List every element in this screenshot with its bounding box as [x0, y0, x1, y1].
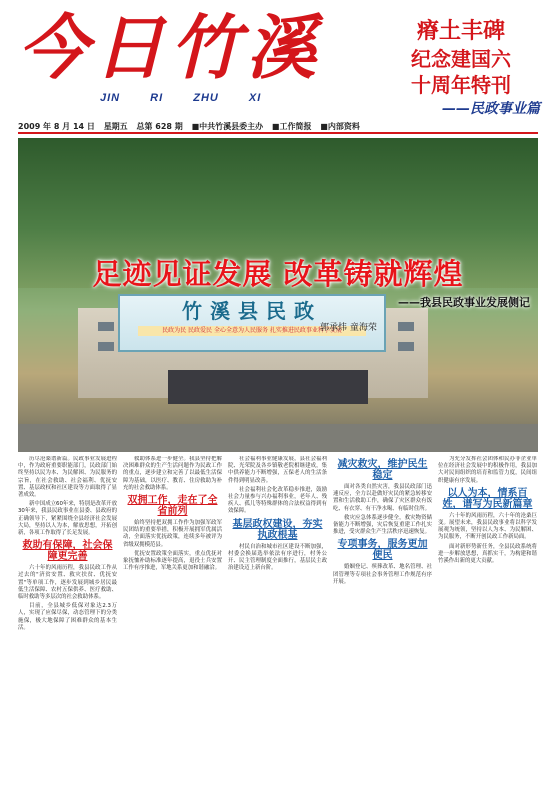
- issue-circulation: ■内部资料: [320, 122, 360, 131]
- sign-title: 竹溪县民政: [182, 299, 322, 323]
- issue-date: 2009 年 8 月 14 日: [18, 122, 95, 131]
- special-line-1: 瘠土丰碑: [416, 19, 505, 44]
- special-line-3: 十周年特刊: [411, 73, 511, 97]
- article-paragraph: 始终坚持把双拥工作作为加强军政军民团结的重要举措，积极开展拥军优属活动，全面落实优抚政策，连续多年被评为省级双拥模范县。: [123, 520, 222, 548]
- main-headline: 足迹见证发展 改革铸就辉煌: [92, 257, 464, 291]
- section-heading: 以人为本，情系百姓，谱写为民新篇章: [442, 487, 533, 510]
- special-issue-title: [378, 18, 544, 120]
- article-paragraph: 六十年的风雨历程，我县民政工作从过去的"济贫安置、救灾扶贫、优抚安置"等单项工作，逐步发展到城乡居民最低生活保障、农村五保供养、医疗救助、临时救助等多层次的社会救助体系。: [18, 565, 117, 601]
- article-paragraph: 优抚安置政策全面落实，重点优抚对象抚恤补助标准逐年提高，退役士兵安置工作有序推进，军地关系更加和谐融洽。: [123, 550, 222, 572]
- article-column-3: [228, 456, 327, 788]
- issue-info-bar: [18, 121, 538, 132]
- article-paragraph: 新中国成立60年来，特别是改革开放30年来，我县民政事业在县委、县政府的正确领导下，紧紧围绕全县经济社会发展大局，坚持以人为本，解放思想，开拓创新，各项工作取得了长足发展。: [18, 501, 117, 537]
- special-line-2: 纪念建国六: [411, 47, 511, 71]
- newspaper-logo: 今日竹溪: [18, 6, 322, 89]
- article-paragraph: 六十年的风雨历程，六十年的沧桑巨变。展望未来，我县民政事业将以科学发展观为统领，坚持以人为本、为民解困、为民服务，不断开创民政工作新局面。: [438, 512, 537, 541]
- special-line-4: ——民政事业篇: [442, 101, 540, 117]
- section-heading: 专项事务，服务更加便民: [337, 539, 428, 562]
- article-paragraph: 社会福利社会化改革稳步推进，鼓励社会力量参与兴办福利事业，老年人、残疾人、孤儿等特殊群体的合法权益得到有效保障。: [228, 486, 327, 515]
- article-paragraph: 村民自治和城市社区建设不断加强，村委会换届选举依法有序进行，村务公开、民主管理制度全面推行，基层民主政治建设迈上新台阶。: [228, 543, 327, 572]
- article-column-1: [18, 456, 117, 788]
- issue-type: ■工作简报: [271, 122, 312, 131]
- article-paragraph: 面对各类自然灾害，我县民政部门迅速反应，全力以赴做好灾民的紧急转移安置和生活救助工作，确保了灾区群众有饭吃、有衣穿、有干净水喝、有临时住所。: [333, 484, 432, 512]
- article-body: [18, 456, 538, 788]
- article-column-5: [438, 456, 537, 788]
- masthead: [0, 0, 550, 118]
- photo-road: [18, 424, 538, 452]
- article-paragraph: 面对新形势新任务，全县民政系统将进一步解放思想，真抓实干，为构建和谐竹溪作出新的更大贡献。: [438, 543, 537, 565]
- article-paragraph: 历尽沧桑谱新篇。民政事业发展进程中，作为政府重要职能部门，民政部门始终坚持以民为本、为民解困、为民服务的宗旨，在社会救助、社会福利、优抚安置、基层政权和社区建设等方面取得了显著成效。: [18, 456, 117, 499]
- headline-subtitle: ——我县民政事业发展侧记: [398, 296, 530, 309]
- issue-weekday: 星期五: [103, 122, 128, 131]
- sign-slogan: 民政为民 民政爱民 全心全意为人民服务 扎实推进民政事业科学发展: [138, 326, 366, 336]
- article-paragraph: 救助体系进一步健全。我县坚持把解决困难群众的生产生活问题作为民政工作的重点，逐步建立和完善了以最低生活保障为基础，以医疗、教育、住房救助为补充的社会救助体系。: [123, 456, 222, 491]
- article-paragraph: 救灾应急体系逐步健全，救灾物资储备能力不断增强，灾后恢复重建工作扎实推进，受灾群众生产生活秩序迅速恢复。: [333, 514, 432, 536]
- section-heading: 救助有保障，社会保障更完善: [22, 540, 113, 563]
- article-column-4: [333, 456, 432, 788]
- header-divider: [18, 132, 538, 134]
- section-heading: 基层政权建设，夯实执政根基: [232, 518, 323, 541]
- article-paragraph: 社会福利事业健康发展，县社会福利院、光荣院及各乡镇敬老院相继建成，集中供养能力不断增强，五保老人的生活条件得到明显改善。: [228, 456, 327, 484]
- logo-pinyin: JIN RI ZHU XI: [100, 92, 262, 104]
- issue-number: 总第 628 期: [136, 122, 183, 131]
- article-paragraph: 目前，全县城乡低保对象达2.3万人，实现了应保尽保，动态管理下的分类施保，极大地保障了困难群众的基本生活。: [18, 603, 117, 631]
- article-paragraph: 婚姻登记、殡葬改革、地名管理、社团管理等专项社会事务管理工作规范有序开展。: [333, 564, 432, 585]
- article-paragraph: 为充分发挥社会团体和民办非企业单位在经济社会发展中的积极作用，我县加大对民间组织的培育和监管力度，民间组织健康有序发展。: [438, 456, 537, 484]
- section-heading: 减灾救灾，维护民生稳定: [337, 459, 428, 481]
- article-byline: 郭承炜 童海荣: [320, 323, 377, 333]
- issue-sponsor: ■中共竹溪县委主办: [191, 122, 264, 131]
- article-column-2: [123, 456, 222, 788]
- photo-entrance: [168, 370, 368, 404]
- section-heading: 双拥工作，走在了全省前列: [127, 495, 218, 518]
